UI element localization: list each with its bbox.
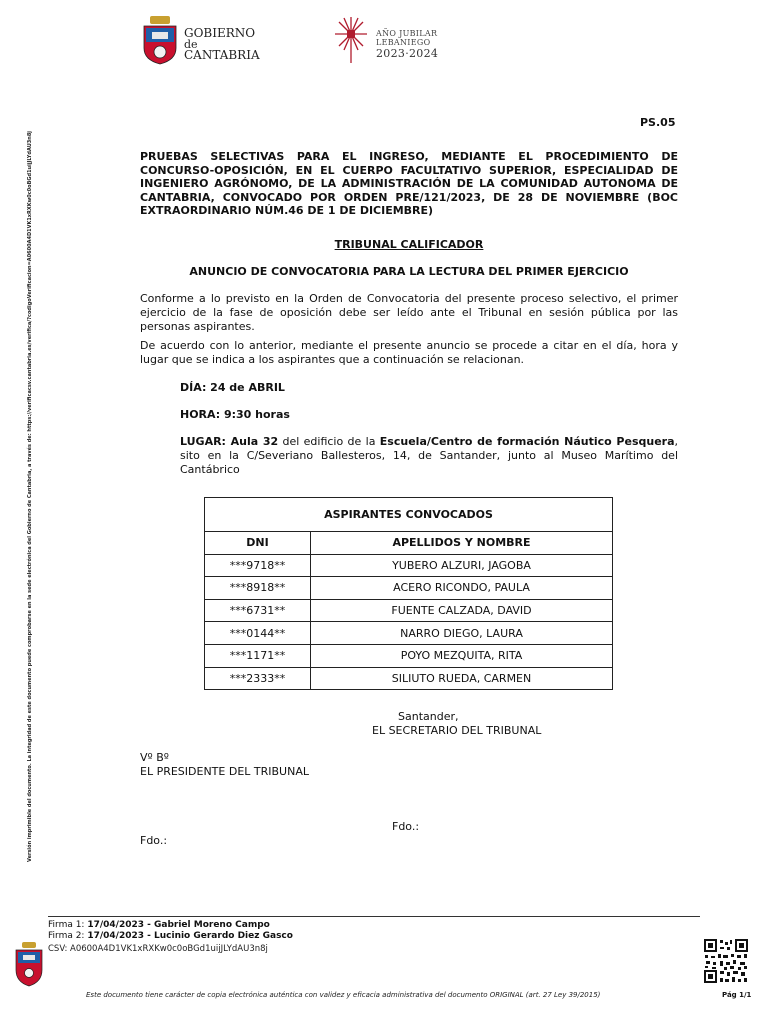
logo-line-cantabria: CANTABRIA [184,48,260,62]
tribunal-heading: TRIBUNAL CALIFICADOR [334,238,484,251]
table-caption-row [205,498,613,532]
page-number: Pág 1/1 [722,991,752,999]
location-label: LUGAR: Aula 32 [180,435,279,448]
firma-2-value: 17/04/2023 - Lucinio Gerardo Diez Gasco [87,931,293,941]
csv-code: CSV: A0600A4D1VK1xRXKw0c0oBGd1uijJLYdAU3n8j [48,944,268,954]
table-row [205,577,613,600]
fdo-secretario: Fdo.: [392,820,420,833]
aspirantes-table [204,497,613,690]
cantabria-coat-of-arms-icon [140,14,180,66]
location-text-2: , sito en la C/Severiano Ballesteros, 14, de Santander, junto al Museo Marítimo del Cantábrico [180,435,679,476]
firma-1 [48,920,270,931]
anuncio-heading: ANUNCIO DE CONVOCATORIA PARA LA LECTURA DEL PRIMER EJERCICIO [189,265,629,278]
logo-line-gobierno: GOBIERNO [184,26,256,40]
firma-1-value: 17/04/2023 - Gabriel Moreno Campo [87,920,270,930]
column-header-nombre: APELLIDOS Y NOMBRE [311,532,613,555]
exam-date: DÍA: 24 de ABRIL [180,381,285,394]
column-header-dni: DNI [205,532,311,555]
qr-code-icon [703,938,749,984]
cell-nombre: YUBERO ALZURI, JAGOBA [311,554,613,577]
exam-location [180,435,678,477]
table-row [205,554,613,577]
cell-nombre: SILIUTO RUEDA, CARMEN [311,667,613,690]
table-row [205,644,613,667]
firma-2-label: Firma 2: [48,931,88,941]
presidente-title: EL PRESIDENTE DEL TRIBUNAL [140,765,309,778]
jubilar-years: 2023·2024 [376,47,439,60]
cell-dni: ***0144** [205,622,311,645]
paragraph-citacion: De acuerdo con lo anterior, mediante el presente anuncio se procede a citar en el día, hora y lugar que se indica a los aspirantes que a continuación se relacionan. [140,339,678,367]
logo-line-de: de [184,38,198,51]
signature-place: Santander, [398,710,459,723]
jubilar-wordmark [376,29,438,60]
ano-jubilar-logo [330,14,450,68]
document-title: PRUEBAS SELECTIVAS PARA EL INGRESO, MEDIANTE EL PROCEDIMIENTO DE CONCURSO-OPOSICIÓN, EN EL CUERPO FACULTATIVO SUPERIOR, ESPECIALIDAD DE INGENIERO AGRÓNOMO, DE LA ADMINISTRACIÓN DE LA COMUNIDAD AUTONOMA DE CANTABRIA, CONVOCADO POR ORDEN PRE/121/2023, DE 28 DE NOVIEMBRE (BOC EXTRAORDINARIO NÚM.46 DE 1 DE DICIEMBRE) [140,150,678,218]
jubilar-line-1: AÑO JUBILAR [376,29,438,38]
paragraph-convocatoria: Conforme a lo previsto en la Orden de Convocatoria del presente proceso selectivo, el primer ejercicio de la fase de oposición debe ser leído ante el Tribunal en sesión pública por las personas aspirantes. [140,292,678,334]
side-verification-text: Versión imprimible del documento. La integridad de este documento puede comprobarse en la sede electrónica del Gobierno de Cantabria, a través de: https://verificacsv.cantabria.es/verifica/?codigoVerificacion=A0600A4D1VK1xRXKw0c0oBGd1uijJLYdAU3n8j [27,130,33,862]
firma-2 [48,931,293,942]
table-caption: ASPIRANTES CONVOCADOS [205,498,613,532]
cell-nombre: ACERO RICONDO, PAULA [311,577,613,600]
document-code: PS.05 [640,116,676,129]
secretario-title: EL SECRETARIO DEL TRIBUNAL [372,724,542,737]
table-header-row [205,532,613,555]
jubilar-cross-icon [330,14,372,66]
firma-1-label: Firma 1: [48,920,88,930]
visto-bueno: Vº Bº [140,751,169,764]
cell-dni: ***8918** [205,577,311,600]
table-row [205,622,613,645]
cell-nombre: FUENTE CALZADA, DAVID [311,599,613,622]
cell-dni: ***6731** [205,599,311,622]
exam-time: HORA: 9:30 horas [180,408,290,421]
cell-dni: ***1171** [205,644,311,667]
cell-dni: ***9718** [205,554,311,577]
cell-nombre: NARRO DIEGO, LAURA [311,622,613,645]
gobierno-cantabria-logo [140,14,280,68]
footer-legal-note: Este documento tiene carácter de copia electrónica auténtica con validez y eficacia administrativa del documento ORIGINAL (art. 27 Ley 39/2015) [86,991,601,999]
footer-divider [48,916,700,917]
location-centro: Escuela/Centro de formación Náutico Pesquera [379,435,675,448]
cell-nombre: POYO MEZQUITA, RITA [311,644,613,667]
cell-dni: ***2333** [205,667,311,690]
footer-coat-of-arms-icon [14,940,44,988]
gobierno-cantabria-wordmark [184,28,260,61]
table-row [205,667,613,690]
table-row [205,599,613,622]
location-text-1: del edificio de la [278,435,380,448]
jubilar-line-2: LEBANIEGO [376,38,431,47]
fdo-presidente: Fdo.: [140,834,168,847]
